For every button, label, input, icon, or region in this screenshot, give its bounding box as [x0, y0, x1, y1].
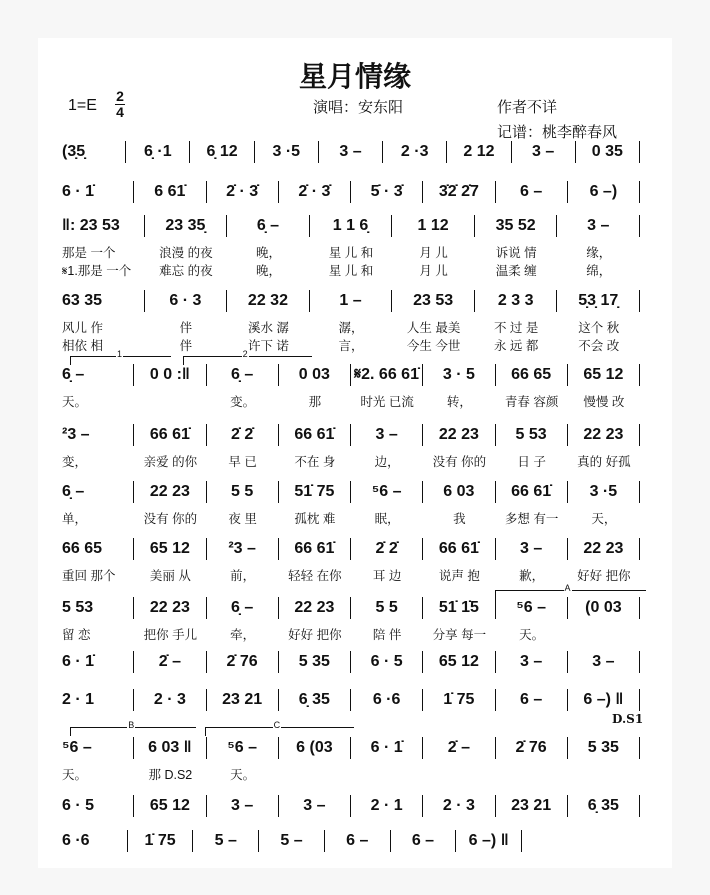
lyric-segment: 那是 一个	[62, 246, 116, 260]
measure: 6 03	[423, 481, 495, 503]
measure: 3 –	[496, 538, 568, 560]
lyric-segment: 慢慢 改	[583, 395, 625, 409]
lyric-segment: 耳 边	[372, 569, 402, 583]
notation-row	[62, 481, 640, 503]
lyric-line	[62, 625, 640, 641]
measure: 3̇2̇ 2̇7	[423, 181, 495, 203]
lyric-segment: 好好 把你	[288, 628, 342, 642]
lyric-segment: 多想 有一	[504, 512, 559, 526]
measure: 2 · 1	[62, 689, 134, 711]
lyric-segment: 歉，	[519, 569, 545, 583]
lyric-segment: 天。	[62, 768, 88, 782]
measure: 63 35	[62, 290, 145, 312]
composer: 作者不详	[497, 98, 558, 116]
volta-c: C	[205, 727, 354, 736]
lyric-segment: 亲爱 的你	[143, 455, 198, 469]
lyric-segment: 𝄋1.那是 一个	[62, 264, 132, 278]
lyric-segment: 真的 好孤	[577, 455, 631, 469]
time-signature-top: 2	[116, 88, 124, 104]
measure: 3 –	[512, 141, 576, 163]
measure: 66 65	[62, 538, 134, 560]
measure: ⁵6 –	[496, 597, 568, 619]
measure: 6̣ ·1	[126, 141, 190, 163]
lyric-segment: 天。	[519, 628, 545, 642]
measure: 65 12	[134, 795, 206, 817]
measure: 5 5	[351, 597, 423, 619]
measure: 66 61̇	[279, 424, 351, 446]
lyric-segment: 牵，	[230, 628, 256, 642]
measure: 5 5	[207, 481, 279, 503]
measure: 5 35	[568, 737, 640, 759]
measure: 22 23	[134, 597, 206, 619]
measure: 22 23	[568, 424, 640, 446]
measure: 5̣3̣ 17̣	[557, 290, 640, 312]
singer: 演唱：安东阳	[313, 98, 404, 116]
measure: 6̣ –	[62, 481, 134, 503]
notation-row	[62, 737, 640, 759]
measure: 66 61̇	[423, 538, 495, 560]
lyric-segment: 月 儿	[419, 246, 448, 260]
measure: 2̇ 2̇	[207, 424, 279, 446]
measure: 2 · 3	[134, 689, 206, 711]
lyric-line	[62, 336, 640, 352]
measure: 1̇ 75	[128, 830, 194, 852]
lyric-segment	[134, 392, 206, 408]
measure: 6 · 3	[145, 290, 228, 312]
notation-row	[62, 181, 640, 203]
notation-row	[62, 364, 640, 386]
measure: 6 ·6	[62, 830, 128, 852]
measure: 0 03	[279, 364, 351, 386]
measure: 6̣ –	[227, 215, 310, 237]
lyric-segment	[496, 765, 568, 781]
measure: 6 ·6	[351, 689, 423, 711]
lyric-segment: 相依 相	[62, 339, 103, 353]
measure: 6̣ –	[207, 597, 279, 619]
measure: 23 21	[496, 795, 568, 817]
lyric-segment: 早 已	[228, 455, 257, 469]
lyric-segment: 潺，	[338, 321, 364, 335]
lyric-segment: 轻轻 在你	[288, 569, 342, 583]
measure: 35 52	[475, 215, 558, 237]
lyric-segment: 转，	[446, 395, 472, 409]
measure: 66 61̇	[279, 538, 351, 560]
measure: 23 53	[392, 290, 475, 312]
lyric-segment: 重回 那个	[62, 569, 116, 583]
lyric-segment: 前，	[230, 569, 256, 583]
measure: 3 –	[496, 651, 568, 673]
measure: 5 35	[279, 651, 351, 673]
lyric-line	[62, 765, 640, 781]
lyric-segment	[568, 765, 640, 781]
lyric-line	[62, 243, 640, 259]
notation-row	[62, 424, 640, 446]
lyric-segment: 分享 每一	[432, 628, 487, 642]
measure: 1 –	[310, 290, 393, 312]
measure: 6 61̇	[134, 181, 206, 203]
lyric-segment: 眠，	[374, 512, 400, 526]
measure: 3 · 5	[423, 364, 495, 386]
measure: 2̇ · 3̇	[207, 181, 279, 203]
measure: ⁵6 –	[351, 481, 423, 503]
measure: 6̣ 35	[568, 795, 640, 817]
lyric-segment: 单，	[62, 512, 88, 526]
time-signature-bottom: 4	[116, 104, 124, 120]
ds1-marking: D.S1	[612, 712, 644, 726]
lyric-segment: 温柔 缠	[495, 264, 537, 278]
measure: 2 ·3	[383, 141, 447, 163]
measure: 6̣ –	[62, 364, 134, 386]
song-title: 星月情缘	[298, 60, 411, 93]
lyric-segment: 日 子	[517, 455, 546, 469]
measure: 2 · 1	[351, 795, 423, 817]
lyric-segment: 变。	[230, 395, 256, 409]
measure: 5 53	[496, 424, 568, 446]
measure: 6 · 1̇	[62, 651, 134, 673]
measure: 0 35	[576, 141, 640, 163]
notation-row	[62, 689, 640, 711]
lyric-segment: 时光 已流	[360, 395, 414, 409]
lyric-segment: 说声 抱	[438, 569, 480, 583]
measure: 65 12	[423, 651, 495, 673]
lyric-segment	[423, 765, 495, 781]
lyric-line	[62, 452, 640, 468]
volta-a: A	[495, 590, 646, 599]
measure: 2̇ · 3̇	[279, 181, 351, 203]
measure: 3 –	[568, 651, 640, 673]
lyric-segment: 那 D.S2	[148, 768, 193, 782]
lyric-segment	[351, 765, 423, 781]
lyric-segment: 星 儿 和	[328, 264, 374, 278]
lyric-segment: 许下 诺	[247, 339, 289, 353]
measure: 51̇ 1̇5	[423, 597, 495, 619]
notation-row	[62, 830, 522, 852]
measure: 3 –	[351, 424, 423, 446]
measure: 2 12	[447, 141, 511, 163]
measure: 6 · 5	[62, 795, 134, 817]
lyric-segment: 缘，	[586, 246, 612, 260]
measure: 1 12	[392, 215, 475, 237]
notation-row	[62, 651, 640, 673]
lyric-segment: 今生 今世	[406, 339, 461, 353]
measure: 3 –	[279, 795, 351, 817]
measure: 2 · 3	[423, 795, 495, 817]
measure: 22 23	[134, 481, 206, 503]
lyric-segment: 好好 把你	[577, 569, 631, 583]
measure: 66 61̇	[496, 481, 568, 503]
measure: ²3 –	[207, 538, 279, 560]
notation-row	[62, 290, 640, 312]
lyric-segment: 绵，	[586, 264, 612, 278]
lyric-segment: 不在 身	[294, 455, 336, 469]
measure: 6̣ 12	[190, 141, 254, 163]
lyric-segment: 那	[308, 395, 322, 409]
lyric-segment: 青春 容颜	[504, 395, 559, 409]
notation-row	[62, 597, 640, 619]
lyric-segment: 伴	[179, 321, 193, 335]
lyric-line	[62, 318, 640, 334]
measure: ⁵6 –	[207, 737, 279, 759]
measure: 6̣ –	[207, 364, 279, 386]
measure: 66 61̇	[134, 424, 206, 446]
measure: 1̇ 75	[423, 689, 495, 711]
lyric-segment: 伴	[179, 339, 193, 353]
volta-1: 1	[70, 356, 171, 365]
measure: 22 23	[279, 597, 351, 619]
measure: 22 23	[423, 424, 495, 446]
lyric-line	[62, 509, 640, 525]
lyric-line	[62, 566, 640, 582]
measure: 65 12	[568, 364, 640, 386]
measure: 6 –	[391, 830, 457, 852]
measure: 6 –	[325, 830, 391, 852]
lyric-segment: 美丽 从	[149, 569, 191, 583]
lyric-segment: 人生 最美	[406, 321, 461, 335]
lyric-segment: 变，	[62, 455, 88, 469]
measure: 1 1 6̣	[310, 215, 393, 237]
lyric-segment: 天。	[62, 395, 88, 409]
measure: 6 · 5	[351, 651, 423, 673]
lyric-segment: 晚，	[255, 246, 281, 260]
measure: ‖: 23 53	[62, 215, 145, 237]
lyric-segment: 难忘 的夜	[159, 264, 213, 278]
measure: 6 (03	[279, 737, 351, 759]
measure: 3 –	[319, 141, 383, 163]
measure: (0 03	[568, 597, 640, 619]
measure: 22 32	[227, 290, 310, 312]
measure: 5 –	[259, 830, 325, 852]
measure: 2̇ 76	[496, 737, 568, 759]
lyric-segment: 我	[453, 512, 466, 526]
measure: 5 53	[62, 597, 134, 619]
measure: 3 –	[557, 215, 640, 237]
measure: 0 0 :‖	[134, 364, 206, 386]
measure: 6 –) ‖	[568, 689, 640, 711]
lyric-segment: 月 儿	[419, 264, 448, 278]
lyric-segment: 这个 秋	[578, 321, 620, 335]
measure: 3 ·5	[568, 481, 640, 503]
measure: 2̇ 2̇	[351, 538, 423, 560]
lyric-segment: 孤枕 难	[294, 512, 336, 526]
volta-b: B	[70, 727, 196, 736]
notation-row	[62, 215, 640, 237]
measure: 5 –	[193, 830, 259, 852]
measure: ⁵6 –	[62, 737, 134, 759]
measure: 6 03 ‖	[134, 737, 206, 759]
lyric-segment: 言，	[338, 339, 364, 353]
measure: 2̇ 76	[207, 651, 279, 673]
measure: 6 –) ‖	[456, 830, 522, 852]
lyric-segment: 边，	[374, 455, 400, 469]
measure: 2̇ –	[423, 737, 495, 759]
transcriber: 记谱：桃李醉春风	[497, 123, 618, 141]
lyric-segment	[279, 765, 351, 781]
lyric-segment	[568, 625, 640, 641]
lyric-segment: 天，	[591, 512, 617, 526]
lyric-segment: 星 儿 和	[328, 246, 374, 260]
measure: 51̇ 75	[279, 481, 351, 503]
lyric-segment: 天。	[230, 768, 256, 782]
lyric-segment: 浪漫 的夜	[159, 246, 213, 260]
lyric-segment: 夜 里	[228, 512, 257, 526]
lyric-segment: 溪水 潺	[247, 321, 289, 335]
volta-2: 2	[183, 356, 312, 365]
lyric-segment: 没有 你的	[432, 455, 487, 469]
measure: 66 65	[496, 364, 568, 386]
measure: 6 –	[496, 181, 568, 203]
lyric-segment: 把你 手儿	[143, 628, 198, 642]
lyric-segment: 诉说 情	[495, 246, 537, 260]
measure: 6 –	[496, 689, 568, 711]
measure: 23 21	[207, 689, 279, 711]
notation-row	[62, 795, 640, 817]
lyric-line	[62, 392, 640, 408]
measure: (3̣5̣	[62, 141, 126, 163]
notation-row	[62, 538, 640, 560]
lyric-segment: 陪 伴	[372, 628, 402, 642]
measure: 22 23	[568, 538, 640, 560]
measure: 65 12	[134, 538, 206, 560]
measure: 𝄋2. 66 61̇	[351, 364, 423, 386]
measure: 2̇ –	[134, 651, 206, 673]
measure: 2 3 3	[475, 290, 558, 312]
lyric-segment: 晚，	[255, 264, 281, 278]
lyric-segment: 不会 改	[578, 339, 620, 353]
measure: 6 · 1̇	[62, 181, 134, 203]
measure: 6̣ 35	[279, 689, 351, 711]
lyric-segment: 永 远 都	[493, 339, 539, 353]
lyric-segment: 不 过 是	[493, 321, 539, 335]
lyric-line	[62, 261, 640, 277]
time-signature	[115, 90, 125, 119]
lyric-segment: 留 恋	[62, 628, 91, 642]
lyric-segment: 风儿 作	[62, 321, 103, 335]
measure: 6 –)	[568, 181, 640, 203]
measure: ²3 –	[62, 424, 134, 446]
measure: 3 –	[207, 795, 279, 817]
measure: 6 · 1̇	[351, 737, 423, 759]
measure: 3 ·5	[255, 141, 319, 163]
lyric-segment: 没有 你的	[143, 512, 198, 526]
key-signature: 1=E	[68, 97, 97, 114]
measure: 5̇ · 3̇	[351, 181, 423, 203]
notation-row	[62, 141, 640, 163]
measure: 23 35̣	[145, 215, 228, 237]
